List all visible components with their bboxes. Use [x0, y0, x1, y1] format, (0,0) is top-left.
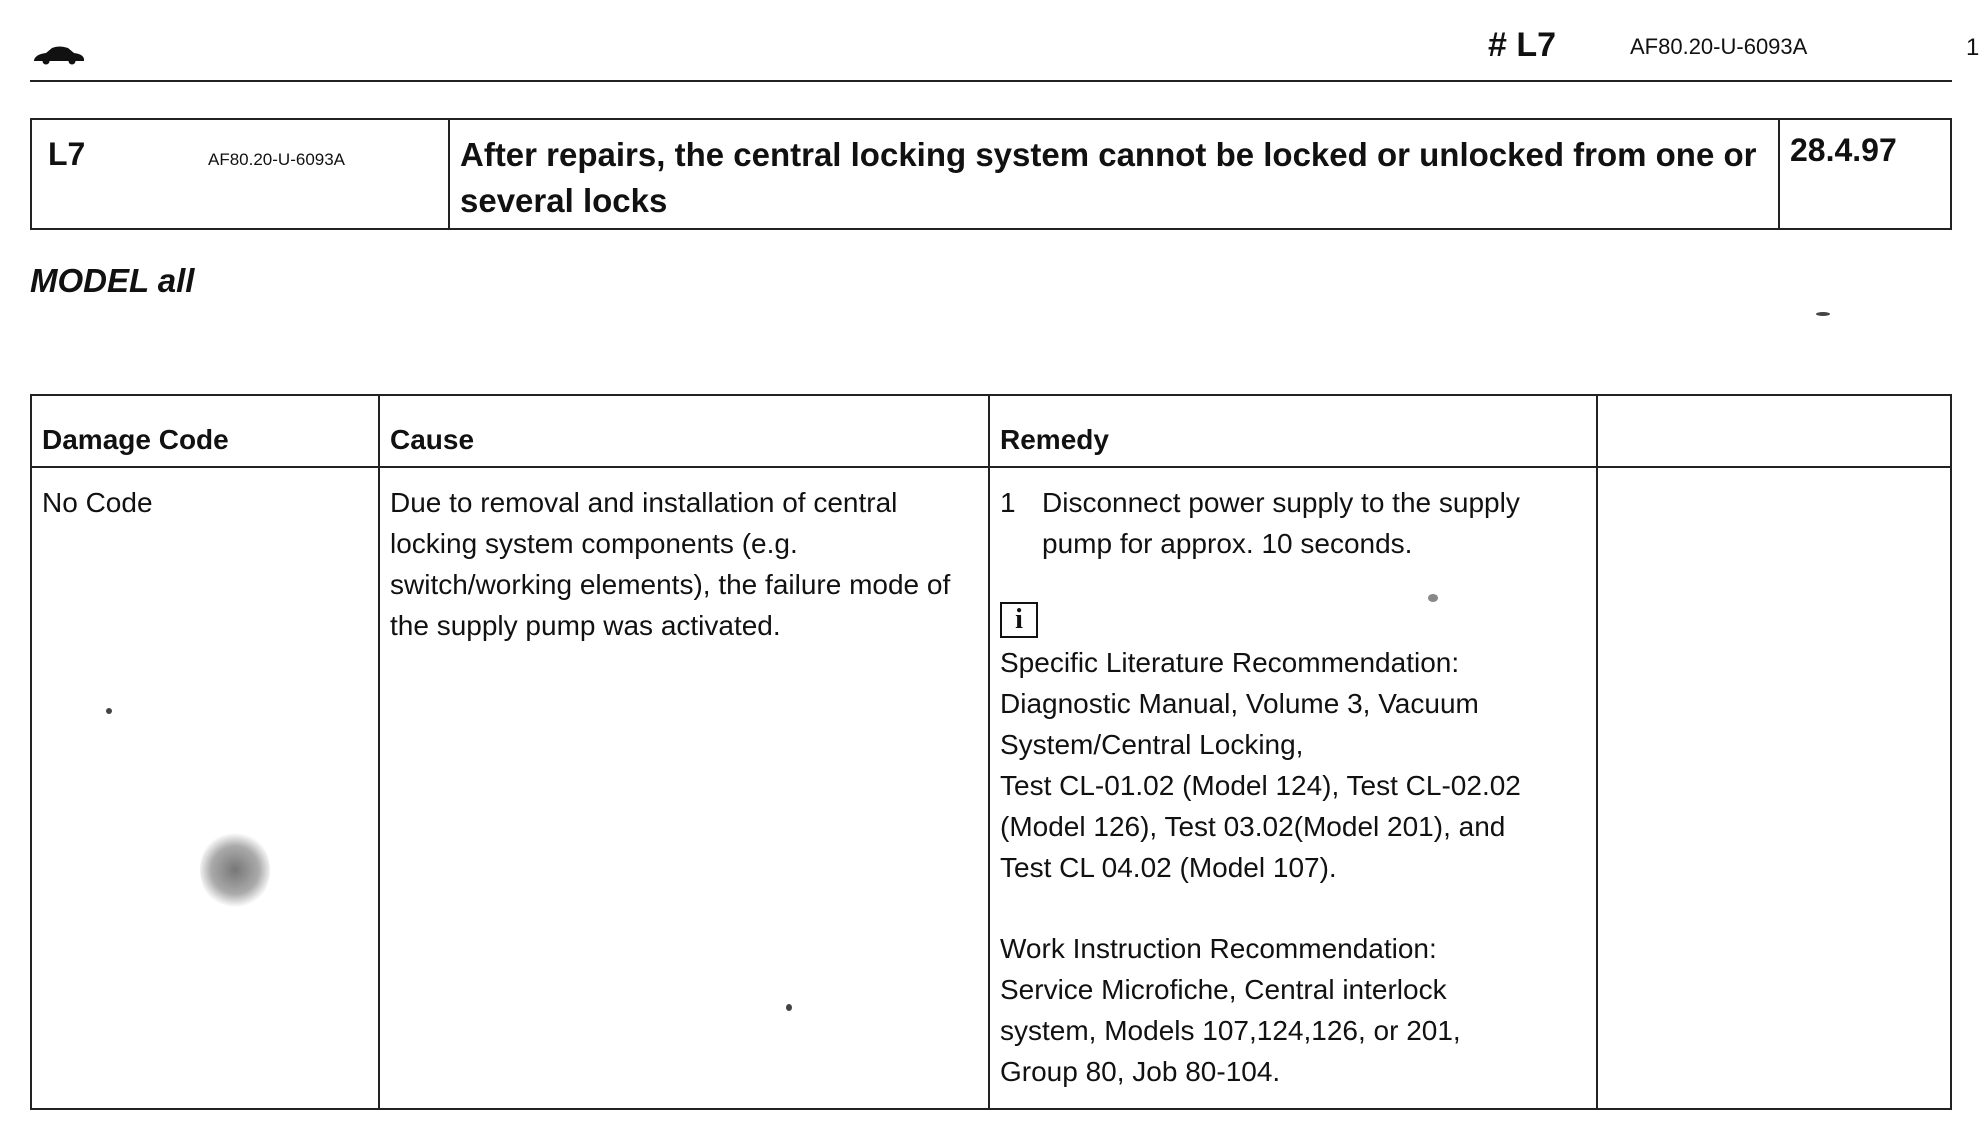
step-text: Disconnect power supply to the supply pump for approx. 10 seconds.: [1042, 487, 1520, 559]
remedy-step: [1000, 482, 1586, 564]
page-header: [30, 18, 1980, 82]
literature-line: Test CL-01.02 (Model 124), Test CL-02.02: [1000, 770, 1521, 801]
scan-speck: [106, 708, 112, 714]
header-blank: [1598, 396, 1950, 466]
literature-line: Specific Literature Recommendation:: [1000, 647, 1460, 678]
title-code: L7: [48, 136, 86, 172]
damage-code-cell: No Code: [32, 468, 380, 1108]
scan-speck: [200, 830, 270, 910]
literature-line: Diagnostic Manual, Volume 3, Vacuum: [1000, 688, 1479, 719]
remedy-cell: [990, 468, 1598, 1108]
header-remedy: Remedy: [990, 396, 1598, 466]
literature-recommendation: [1000, 642, 1586, 888]
scan-speck: [1816, 312, 1830, 316]
header-cause: Cause: [380, 396, 990, 466]
title-box-code-cell: [32, 120, 450, 228]
table-row: [32, 468, 1950, 1108]
literature-line: (Model 126), Test 03.02(Model 201), and: [1000, 811, 1506, 842]
cause-cell: Due to removal and installation of central locking system components (e.g. switch/working elements), the failure mode of the supply pump was activated.: [380, 468, 990, 1108]
literature-line: System/Central Locking,: [1000, 729, 1304, 760]
header-damage-code: Damage Code: [32, 396, 380, 466]
step-number: 1: [1000, 487, 1016, 518]
literature-line: Test CL 04.02 (Model 107).: [1000, 852, 1337, 883]
car-icon: [32, 44, 86, 66]
title-ref: AF80.20-U-6093A: [208, 150, 346, 169]
scan-speck: [786, 1004, 792, 1011]
work-line: system, Models 107,124,126, or 201,: [1000, 1015, 1461, 1046]
page-number: 1: [1966, 34, 1980, 61]
work-line: Service Microfiche, Central interlock: [1000, 974, 1447, 1005]
model-label: MODEL all: [30, 262, 195, 299]
header-doc-code: # L7: [1488, 26, 1557, 64]
title-date: 28.4.97: [1790, 132, 1897, 168]
header-doc-ref: AF80.20-U-6093A: [1630, 34, 1808, 59]
work-line: Work Instruction Recommendation:: [1000, 933, 1437, 964]
work-line: Group 80, Job 80-104.: [1000, 1056, 1281, 1087]
scan-speck: [1428, 594, 1438, 602]
title-text: After repairs, the central locking system cannot be locked or unlocked from one or several locks: [450, 120, 1780, 228]
info-icon: i: [1000, 602, 1038, 638]
title-box: [30, 118, 1952, 230]
damage-table: [30, 394, 1952, 1110]
blank-cell: [1598, 468, 1950, 1108]
table-header-row: [32, 396, 1950, 468]
work-instruction-recommendation: [1000, 928, 1586, 1092]
